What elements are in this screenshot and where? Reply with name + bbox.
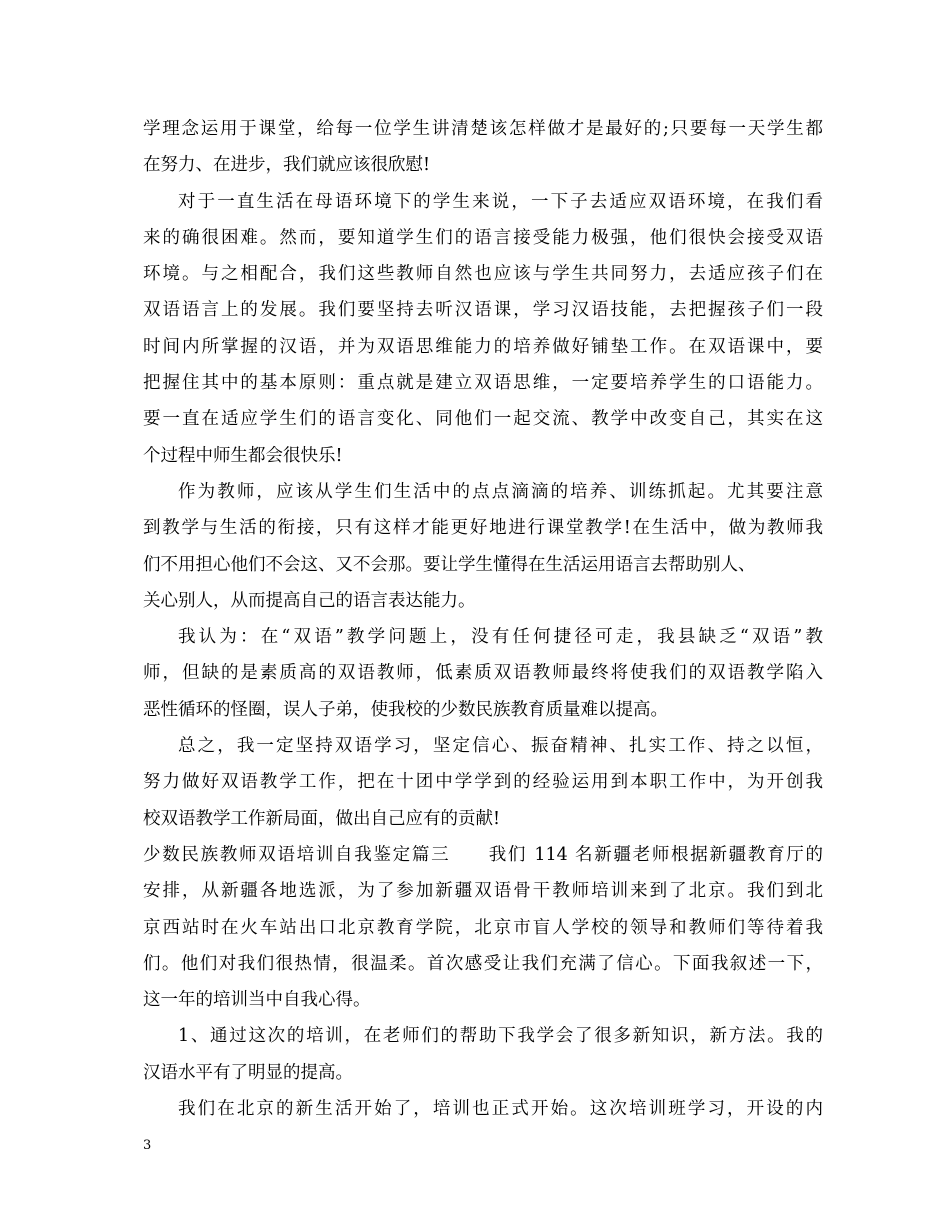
text-line: 京西站时在火车站出口北京教育学院，北京市盲人学校的领导和教师们等待着我: [143, 917, 823, 938]
text-line: 恶性循环的怪圈，误人子弟，使我校的少数民族教育质量难以提高。: [143, 699, 668, 720]
text-line: 师，但缺的是素质高的双语教师，低素质双语教师最终将使我们的双语教学陷入: [143, 663, 823, 684]
text-line: 安排，从新疆各地选派，为了参加新疆双语骨干教师培训来到了北京。我们到北: [143, 881, 823, 902]
text-line: 们不用担心他们不会这、又不会那。要让学生懂得在生活运用语言去帮助别人、: [143, 554, 756, 575]
text-line: 们。他们对我们很热情，很温柔。首次感受让我们充满了信心。下面我叙述一下，: [143, 953, 823, 974]
text-line: 来的确很困难。然而，要知道学生们的语言接受能力极强，他们很快会接受双语: [143, 227, 823, 248]
text-line: 我们在北京的新生活开始了，培训也正式开始。这次培训班学习，开设的内: [178, 1099, 823, 1120]
text-line: 这一年的培训当中自我心得。: [143, 990, 371, 1011]
text-line: 到教学与生活的衔接，只有这样才能更好地进行课堂教学!在生活中，做为教师我: [143, 518, 823, 539]
text-line: 少数民族教师双语培训自我鉴定篇三 我们 114 名新疆老师根据新疆教育厅的: [143, 844, 823, 865]
text-line: 作为教师，应该从学生们生活中的点点滴滴的培养、训练抓起。尤其要注意: [178, 481, 823, 502]
text-line: 双语语言上的发展。我们要坚持去听汉语课，学习汉语技能，去把握孩子们一段: [143, 300, 823, 321]
text-line: 1、通过这次的培训，在老师们的帮助下我学会了很多新知识，新方法。我的: [178, 1026, 823, 1047]
text-line: 个过程中师生都会很快乐!: [143, 445, 343, 466]
text-line: 努力做好双语教学工作，把在十团中学学到的经验运用到本职工作中，为开创我: [143, 772, 823, 793]
text-line: 总之，我一定坚持双语学习，坚定信心、振奋精神、扎实工作、持之以恒，: [178, 736, 823, 757]
body-text: [143, 111, 823, 1127]
text-line: 校双语教学工作新局面，做出自己应有的贡献!: [143, 808, 501, 829]
text-line: 汉语水平有了明显的提高。: [143, 1062, 353, 1083]
text-line: 把握住其中的基本原则：重点就是建立双语思维，一定要培养学生的口语能力。: [143, 373, 823, 394]
text-line: 对于一直生活在母语环境下的学生来说，一下子去适应双语环境，在我们看: [178, 191, 823, 212]
text-line: 学理念运用于课堂，给每一位学生讲清楚该怎样做才是最好的;只要每一天学生都: [143, 119, 823, 139]
text-line: 关心别人，从而提高自己的语言表达能力。: [143, 590, 476, 611]
text-line: 时间内所掌握的汉语，并为双语思维能力的培养做好铺垫工作。在双语课中，要: [143, 336, 823, 357]
text-line: 要一直在适应学生们的语言变化、同他们一起交流、教学中改变自己，其实在这: [143, 409, 823, 430]
page-number: 3: [143, 1138, 152, 1153]
text-line: 我认为：在“双语”教学问题上，没有任何捷径可走，我县缺乏“双语”教: [178, 627, 823, 648]
text-line: 在努力、在进步，我们就应该很欣慰!: [143, 155, 431, 176]
text-line: 环境。与之相配合，我们这些教师自然也应该与学生共同努力，去适应孩子们在: [143, 264, 823, 285]
